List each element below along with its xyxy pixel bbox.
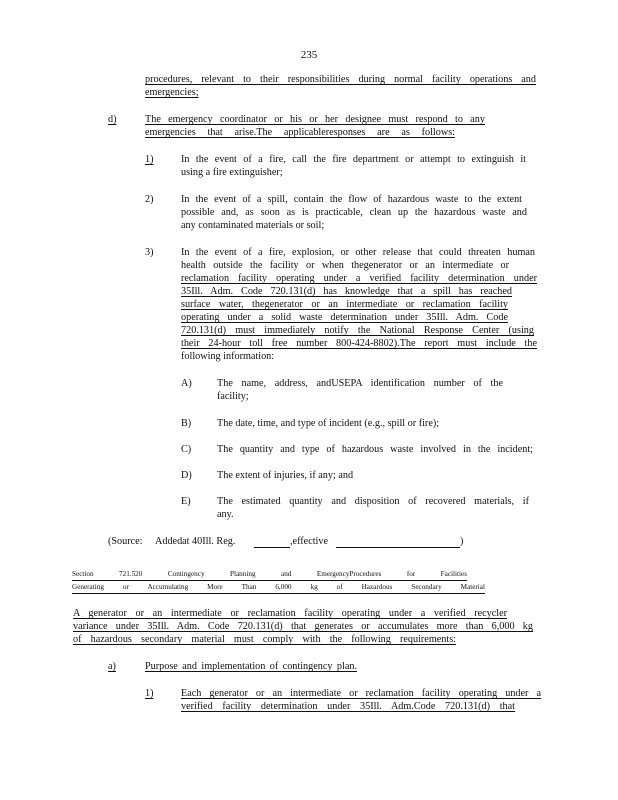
info-item-line: The date, time, and type of incident (e.g., spill or fire); (217, 418, 440, 429)
subitem-label: 1) (145, 688, 154, 699)
info-item-label: E) (181, 496, 191, 507)
subitem-line: possible and, as soon as is practicable, clean up the hazardous waste and (181, 207, 527, 218)
section-heading-underline (72, 593, 485, 594)
subitem-line: health outside the facility or when thegenerator or an intermediate or (181, 260, 509, 271)
info-item-line: The extent of injuries, if any; and (217, 470, 354, 481)
subitem-line: any contaminated materials or soil; (181, 220, 325, 231)
section-heading-line: Generating or Accumulating More Than 6,000 kg of Hazardous Secondary Material (72, 583, 485, 591)
subitem-label: 3) (145, 247, 154, 258)
subitem-line: verified facility determination under 35Ill. Adm.Code 720.131(d) that (181, 701, 515, 712)
subitem-label: 2) (145, 194, 154, 205)
body-line: A generator or an intermediate or reclamation facility operating under a verified recycler (73, 608, 507, 619)
subitem-line: Each generator or an intermediate or reclamation facility operating under a (181, 688, 541, 699)
section-heading-line: Section 721.520 Contingency Planning and EmergencyProcedures for Facilities (72, 570, 467, 578)
subitem-line: 720.131(d) must immediately notify the National Response Center (using (181, 325, 534, 336)
info-item-label: D) (181, 470, 192, 481)
subitem-line: In the event of a fire, call the fire department or attempt to extinguish it (181, 154, 526, 165)
source-effective: ,effective (290, 536, 328, 547)
info-item-line: The name, address, andUSEPA identification number of the (217, 378, 503, 389)
source-blank-line (336, 547, 460, 548)
subitem-line: their 24-hour toll free number 800-424-8802).The report must include the (181, 338, 537, 349)
subitem-line: using a fire extinguisher; (181, 167, 283, 178)
subitem-line: operating under a solid waste determination under 35Ill. Adm. Code (181, 312, 508, 323)
section-heading-underline (72, 580, 467, 581)
subitem-line: reclamation facility operating under a verified facility determination under (181, 273, 537, 284)
info-item-label: B) (181, 418, 192, 429)
info-item-line: The quantity and type of hazardous waste involved in the incident; (217, 444, 533, 455)
body-line: variance under 35Ill. Adm. Code 720.131(d) that generates or accumulates more than 6,000 kg (73, 621, 533, 632)
item-a-label: a) (108, 661, 116, 672)
source-suffix: ) (460, 536, 464, 547)
item-d-line: The emergency coordinator or his or her designee must respond to any (145, 114, 485, 125)
page-number: 235 (300, 49, 318, 61)
info-item-line: facility; (217, 391, 249, 402)
subitem-line: 35Ill. Adm. Code 720.131(d) has knowledge that a spill has reached (181, 286, 512, 297)
info-item-line: any. (217, 509, 234, 520)
body-line: of hazardous secondary material must comply with the following requirements: (73, 634, 456, 645)
subitem-line: following information: (181, 351, 275, 362)
subitem-line: In the event of a fire, explosion, or other release that could threaten human (181, 247, 535, 258)
intro-line: emergencies; (145, 87, 199, 98)
info-item-label: A) (181, 378, 192, 389)
item-a-title: Purpose and implementation of contingency plan. (145, 661, 357, 672)
item-d-line: emergencies that arise.The applicableresponses are as follows: (145, 127, 455, 138)
source-blank-line (254, 547, 290, 548)
intro-line: procedures, relevant to their responsibilities during normal facility operations and (145, 74, 536, 85)
source-prefix: (Source: (108, 536, 143, 547)
source-text: Addedat 40Ill. Reg. (155, 536, 236, 547)
info-item-line: The estimated quantity and disposition of recovered materials, if (217, 496, 529, 507)
subitem-label: 1) (145, 154, 154, 165)
subitem-line: surface water, thegenerator or an intermediate or reclamation facility (181, 299, 508, 310)
subitem-line: In the event of a spill, contain the flow of hazardous waste to the extent (181, 194, 522, 205)
item-d-label: d) (108, 114, 117, 125)
info-item-label: C) (181, 444, 192, 455)
